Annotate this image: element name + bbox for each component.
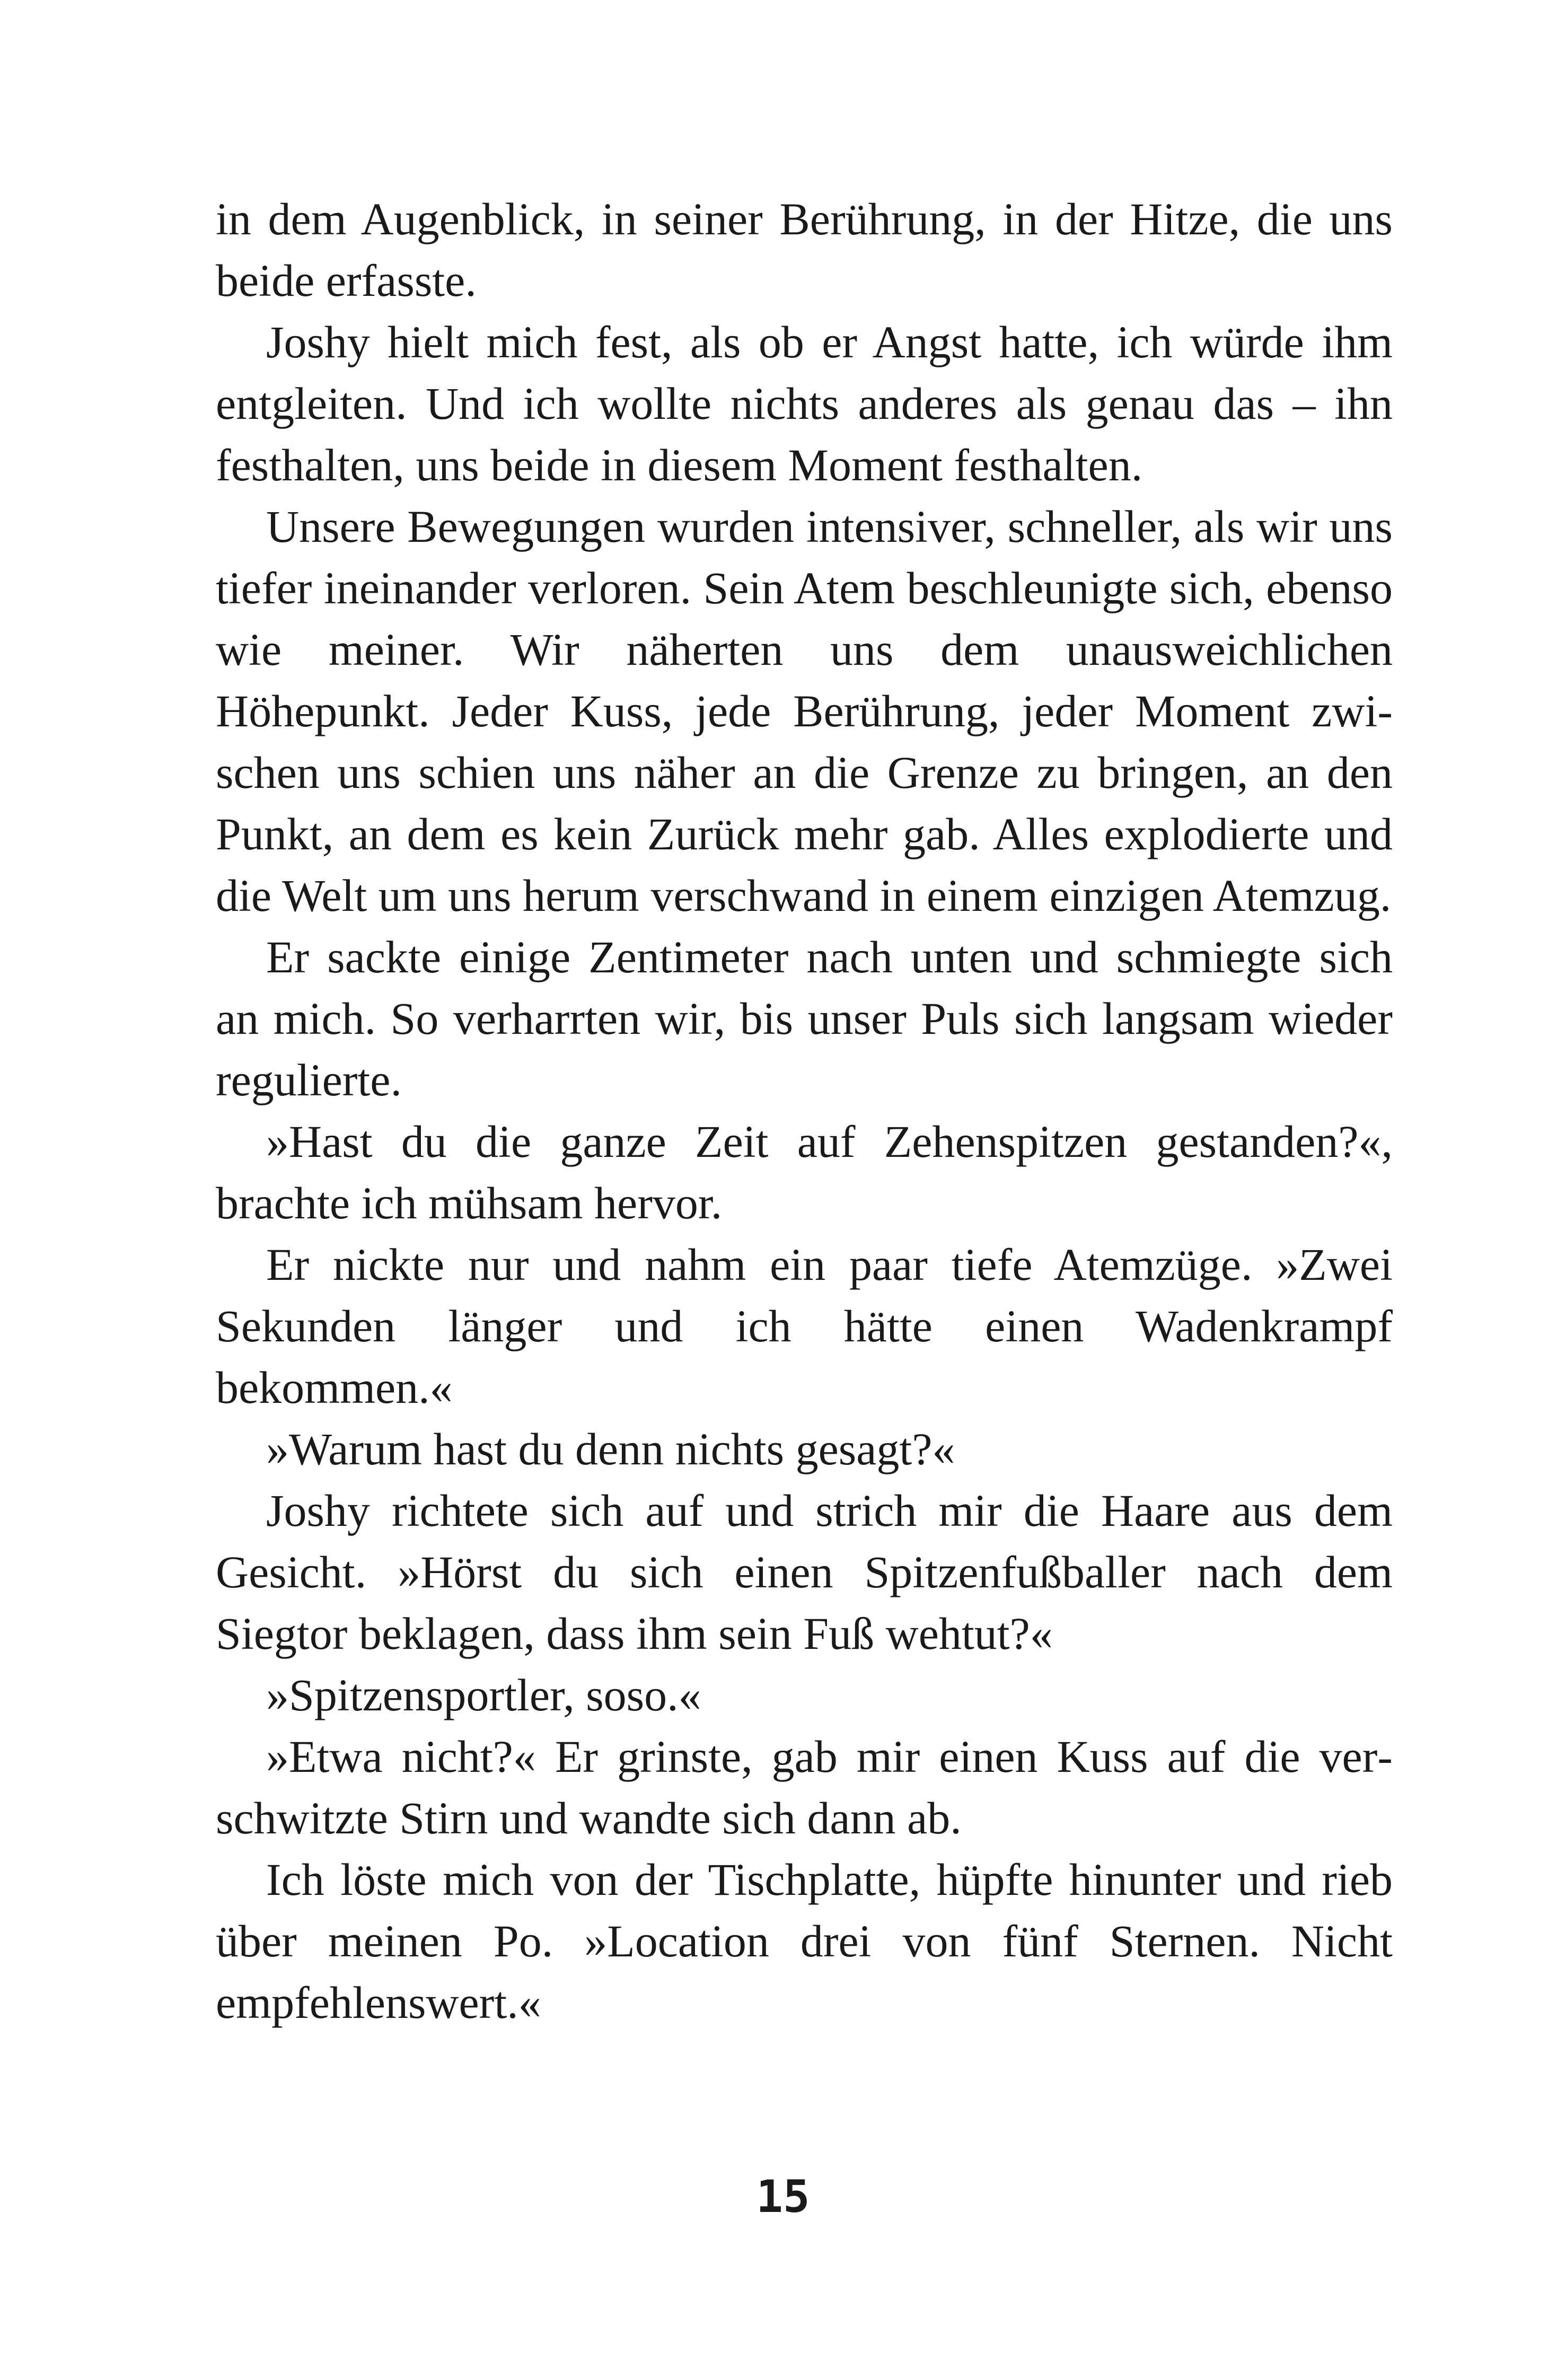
paragraph-11: Ich löste mich von der Tischplatte, hüpfte hinunter und rieb über meinen Po. »Location drei von fünf Sternen. Nicht empfehlenswert.« <box>216 1854 1393 2028</box>
paragraph-3: Unsere Bewegungen wurden intensiver, schneller, als wir uns tiefer ineinander verloren. Sein Atem beschleunigte sich, ebenso wie meiner. Wir näherten uns dem unausweichlichen Höhepunkt. Jeder Kuss, jede Berührung, jeder Moment zwischen uns schien uns näher an die Grenze zu bringen, an den Punkt, an dem es kein Zurück mehr gab. Alles explodierte und die Welt um uns herum verschwand in einem einzigen Atemzug. <box>216 501 1393 921</box>
paragraph-1: in dem Augenblick, in seiner Berührung, in der Hitze, die uns beide erfasste. <box>216 194 1393 306</box>
page-number: 15 <box>756 2171 810 2223</box>
paragraph-9: »Spitzensportler, soso.« <box>266 1670 701 1720</box>
paragraph-7: »Warum hast du denn nichts gesagt?« <box>266 1424 955 1474</box>
paragraph-2: Joshy hielt mich fest, als ob er Angst hatte, ich würde ihm entgleiten. Und ich wollte nichts anderes als genau das – ihn festhalten, uns beide in diesem Moment festhalten. <box>216 317 1393 490</box>
paragraph-5: »Hast du die ganze Zeit auf Zehenspitzen gestanden?«, brachte ich mühsam hervor. <box>216 1116 1393 1228</box>
paragraph-4: Er sackte einige Zentimeter nach unten und schmiegte sich an mich. So verharrten wir, bis unser Puls sich langsam wieder regulierte. <box>216 932 1393 1105</box>
paragraph-10: »Etwa nicht?« Er grinste, gab mir einen Kuss auf die verschwitzte Stirn und wandte sich dann ab. <box>216 1731 1393 1843</box>
paragraph-6: Er nickte nur und nahm ein paar tiefe Atemzüge. »Zwei Sekunden länger und ich hätte einen Wadenkrampf bekommen.« <box>216 1239 1393 1413</box>
body-text <box>216 188 1393 2033</box>
paragraph-8: Joshy richtete sich auf und strich mir die Haare aus dem Gesicht. »Hörst du sich einen Spitzenfußballer nach dem Siegtor beklagen, dass ihm sein Fuß wehtut?« <box>216 1485 1393 1659</box>
